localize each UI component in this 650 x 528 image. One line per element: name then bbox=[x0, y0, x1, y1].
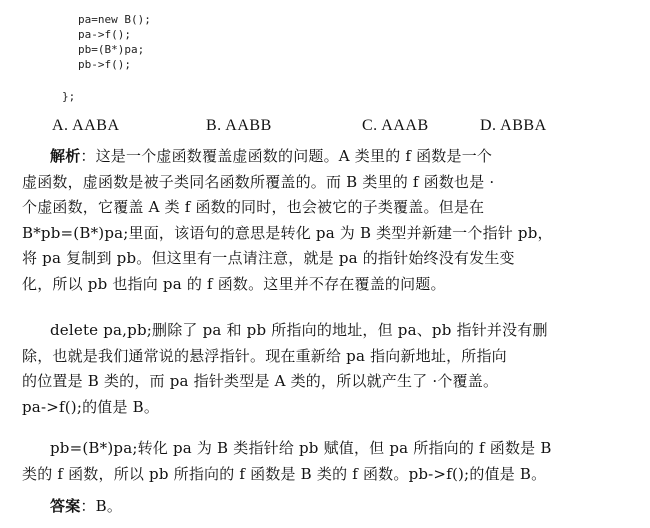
cast-line: 类的 f 函数，所以 pb 所指向的 f 函数是 B 类的 f 函数。pb->f();的值是 B。 bbox=[22, 464, 547, 483]
analysis-line: 解析：这是一个虚函数覆盖虚函数的问题。A 类里的 f 函数是一个 bbox=[50, 147, 493, 165]
code-line: pb=(B*)pa; bbox=[78, 43, 145, 56]
code-snippet bbox=[78, 12, 151, 72]
answer-value: ：B。 bbox=[80, 497, 123, 515]
code-line: pa=new B(); bbox=[78, 13, 151, 26]
analysis-line: 个虚函数，它覆盖 A 类 f 函数的同时，也会被它的子类覆盖。但是在 bbox=[22, 198, 485, 216]
code-line: pa->f(); bbox=[78, 28, 131, 41]
code-closing-brace: }; bbox=[62, 90, 76, 103]
code-line: pb->f(); bbox=[78, 58, 131, 71]
cast-line: pb=(B*)pa;转化 pa 为 B 类指针给 pb 赋值，但 pa 所指向的 f 函数是 B bbox=[50, 439, 552, 457]
answer-label: 答案 bbox=[50, 497, 81, 515]
delete-line: pa->f();的值是 B。 bbox=[22, 397, 160, 416]
analysis-line: 虚函数，虚函数是被子类同名函数所覆盖的。而 B 类里的 f 函数也是 · bbox=[22, 172, 495, 191]
option-d: D. ABBA bbox=[480, 117, 547, 134]
cast-paragraph bbox=[22, 436, 632, 487]
delete-line: 的位置是 B 类的，而 pa 指针类型是 A 类的，所以就产生了 ·个覆盖。 bbox=[22, 372, 499, 390]
analysis-line: 将 pa 复制到 pb。但这里有一点请注意，就是 pa 的指针始终没有发生变 bbox=[22, 249, 515, 267]
analysis-line: B*pb=(B*)pa;里面，该语句的意思是转化 pa 为 B 类型并新建一个指针 pb， bbox=[22, 223, 553, 242]
delete-paragraph bbox=[22, 318, 632, 420]
option-a: A. AABA bbox=[52, 117, 120, 134]
analysis-label: 解析 bbox=[50, 147, 81, 165]
analysis-paragraph bbox=[22, 144, 632, 297]
option-b: B. AABB bbox=[206, 117, 272, 134]
analysis-line: 化，所以 pb 也指向 pa 的 f 函数。这里并不存在覆盖的问题。 bbox=[22, 274, 446, 293]
delete-line: 除，也就是我们通常说的悬浮指针。现在重新给 pa 指向新地址，所指向 bbox=[22, 346, 507, 365]
answer-line bbox=[22, 494, 632, 520]
option-c: C. AAAB bbox=[362, 117, 429, 134]
delete-line: delete pa,pb;删除了 pa 和 pb 所指向的地址，但 pa、pb 指针并没有删 bbox=[50, 321, 548, 339]
